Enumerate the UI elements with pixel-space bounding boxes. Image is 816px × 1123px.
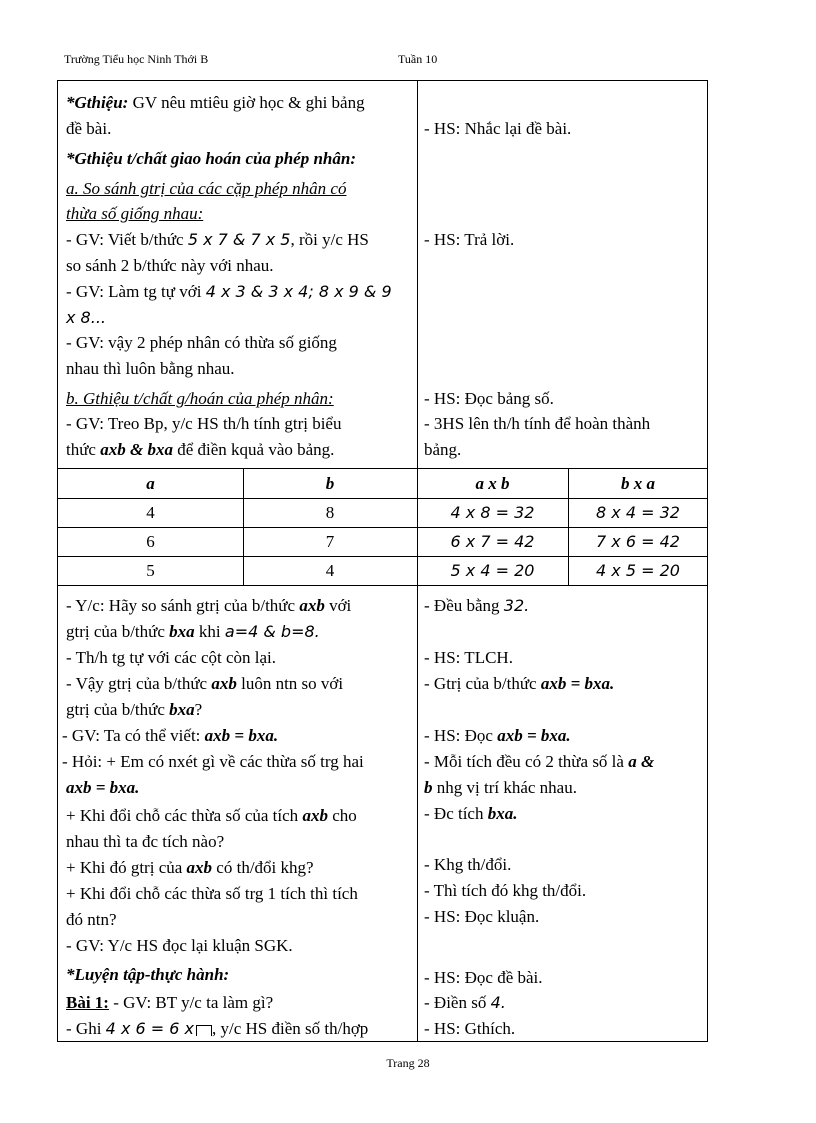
table-cell: 8 [325, 503, 335, 522]
b-line6 [62, 723, 278, 749]
table-cell: 8 x 4 = 32 [596, 503, 680, 522]
b-expr: axb = bxa. [497, 726, 571, 745]
part-b-title: b. Gthiệu t/chất g/hoán của phép nhân: [66, 389, 334, 408]
b-expr: axb = bxa. [540, 674, 615, 693]
b-text: - Y/c: Hãy so sánh gtrị của b/thức [66, 596, 300, 615]
b-line15: *Luyện tập-thực hành: [66, 965, 230, 984]
b-line5 [66, 697, 202, 723]
b-line16 [66, 990, 273, 1016]
b-line17 [66, 1016, 368, 1042]
b-text: với [324, 596, 352, 615]
gv1-line2: so sánh 2 b/thức này với nhau. [66, 256, 274, 275]
b-resp12: - Thì tích đó khg th/đổi. [424, 881, 587, 900]
b-expr: axb [299, 596, 325, 615]
intro-line [66, 90, 365, 116]
b-line10: nhau thì ta đc tích nào? [66, 832, 225, 851]
resp-b1: - HS: Đọc bảng số. [424, 389, 554, 408]
school-name: Trường Tiểu học Ninh Thới B [64, 52, 209, 66]
exercise-label: Bài 1: [66, 993, 109, 1012]
gv4-line2 [66, 437, 334, 463]
b-expr: bxa [169, 700, 195, 719]
b-text: nhg vị trí khác nhau. [432, 778, 577, 797]
page-number: Trang 28 [386, 1056, 430, 1070]
b-resp1 [424, 593, 529, 619]
b-expr: axb [186, 858, 213, 877]
gv4-tail: để điền kquả vào bảng. [172, 440, 335, 459]
b-line8: axb = bxa. [66, 778, 140, 797]
gv2-text: - GV: Làm tg tự với [66, 282, 206, 301]
b-line13: đó ntn? [66, 910, 117, 929]
b-line4 [66, 671, 343, 697]
b-text: + Khi đổi chỗ các thừa số của tích [66, 806, 303, 825]
b-resp9 [424, 801, 517, 827]
table-header-b: b [325, 474, 335, 493]
b-text: - GV: BT y/c ta làm gì? [108, 993, 274, 1012]
table-cell: 6 [146, 532, 155, 551]
gv2-line2: x 8... [66, 308, 106, 327]
b-expr: 32. [503, 596, 530, 615]
b-text: gtrị của b/thức [66, 622, 170, 641]
blank-box-icon [196, 1025, 212, 1036]
b-text: - GV: Ta có thể viết: [62, 726, 205, 745]
b-expr: a=4 & b=8. [224, 622, 320, 641]
table-cell: 7 x 6 = 42 [596, 532, 680, 551]
resp-b2: - 3HS lên th/h tính để hoàn thành [424, 414, 651, 433]
b-text: - Vậy gtrị của b/thức [66, 674, 212, 693]
table-cell: 6 x 7 = 42 [450, 532, 535, 551]
b-resp4 [424, 671, 614, 697]
b-text: + Khi đó gtrị của [66, 858, 187, 877]
b-line3: - Th/h tg tự với các cột còn lại. [66, 648, 277, 667]
b-expr: axb [302, 806, 328, 825]
gv2-line1 [66, 279, 392, 305]
table-header-a: a [146, 474, 155, 493]
intro-text: GV nêu mtiêu giờ học & ghi bảng [128, 93, 365, 112]
gv4-expr: axb & bxa [100, 440, 173, 459]
gv1-tail: , rồi y/c HS [290, 230, 369, 249]
b-resp17: - HS: Gthích. [424, 1019, 516, 1038]
intro-response: - HS: Nhắc lại đề bài. [424, 119, 572, 138]
table-cell: 5 x 4 = 20 [450, 561, 535, 580]
b-expr: bxa. [487, 804, 518, 823]
b-expr: 4 x 6 = 6 x [105, 1019, 194, 1038]
b-text: ? [194, 700, 203, 719]
b-expr: b [424, 778, 433, 797]
gv3-line1: - GV: vậy 2 phép nhân có thừa số giống [66, 333, 337, 352]
b-text: - HS: Đọc [424, 726, 498, 745]
b-line2 [66, 619, 320, 645]
gv2-expr: 4 x 3 & 3 x 4; 8 x 9 & 9 [205, 282, 392, 301]
b-resp7 [424, 749, 654, 775]
table-cell: 5 [146, 561, 155, 580]
table-header-bxa: b x a [621, 474, 655, 493]
gv4-text: thức [66, 440, 101, 459]
gv3-line2: nhau thì luôn bằng nhau. [66, 359, 235, 378]
b-text: - Đc tích [424, 804, 488, 823]
part-a-line2: thừa số giống nhau: [66, 204, 204, 223]
b-resp3: - HS: TLCH. [424, 648, 513, 667]
resp-b3: bảng. [424, 440, 462, 459]
b-text: , y/c HS điền số th/hợp [211, 1019, 369, 1038]
b-expr: 4. [490, 993, 506, 1012]
b-expr: axb [211, 674, 237, 693]
b-line9 [66, 803, 357, 829]
b-resp11: - Khg th/đổi. [424, 855, 512, 874]
b-resp6 [424, 723, 571, 749]
b-text: - Ghi [66, 1019, 106, 1038]
table-cell: 4 [325, 561, 335, 580]
b-expr: bxa [169, 622, 195, 641]
b-resp15: - HS: Đọc đề bài. [424, 968, 543, 987]
part-a-line1: a. So sánh gtrị của các cặp phép nhân có [66, 179, 347, 198]
table-cell: 7 [325, 532, 335, 551]
b-line1 [66, 593, 351, 619]
b-text: gtrị của b/thức [66, 700, 170, 719]
table-cell: 4 x 5 = 20 [596, 561, 680, 580]
gv1-line1 [66, 227, 369, 253]
table-cell: 4 [146, 503, 155, 522]
intro-title: *Gthiệu: [66, 93, 129, 112]
gv1-response: - HS: Trả lời. [424, 230, 515, 249]
b-text: - Gtrị của b/thức [424, 674, 541, 693]
b-text: luôn ntn so với [236, 674, 344, 693]
b-line12: + Khi đổi chỗ các thừa số trg 1 tích thì tích [66, 884, 358, 903]
gv1-expr: 5 x 7 & 7 x 5 [187, 230, 291, 249]
b-expr: a & [628, 752, 655, 771]
table-header-axb: a x b [475, 474, 510, 493]
b-text: - Đều bằng [424, 596, 504, 615]
section-title: *Gthiệu t/chất giao hoán của phép nhân: [66, 149, 357, 168]
b-line11 [66, 855, 314, 881]
intro-line2: đề bài. [66, 119, 112, 138]
b-text: - Điền số [424, 993, 491, 1012]
b-expr: axb = bxa. [204, 726, 279, 745]
b-line7: - Hỏi: + Em có nxét gì về các thừa số trg hai [62, 752, 364, 771]
b-text: khi [194, 622, 225, 641]
b-text: có th/đổi khg? [212, 858, 314, 877]
gv4-line1: - GV: Treo Bp, y/c HS th/h tính gtrị biểu [66, 414, 342, 433]
b-text: - Mỗi tích đều có 2 thừa số là [424, 752, 629, 771]
week-label: Tuần 10 [398, 52, 438, 66]
b-resp8 [424, 775, 577, 801]
table-cell: 4 x 8 = 32 [450, 503, 535, 522]
b-text: cho [327, 806, 357, 825]
b-line14: - GV: Y/c HS đọc lại kluận SGK. [66, 936, 293, 955]
b-resp16 [424, 990, 506, 1016]
b-resp13: - HS: Đọc kluận. [424, 907, 540, 926]
gv1-text: - GV: Viết b/thức [66, 230, 188, 249]
